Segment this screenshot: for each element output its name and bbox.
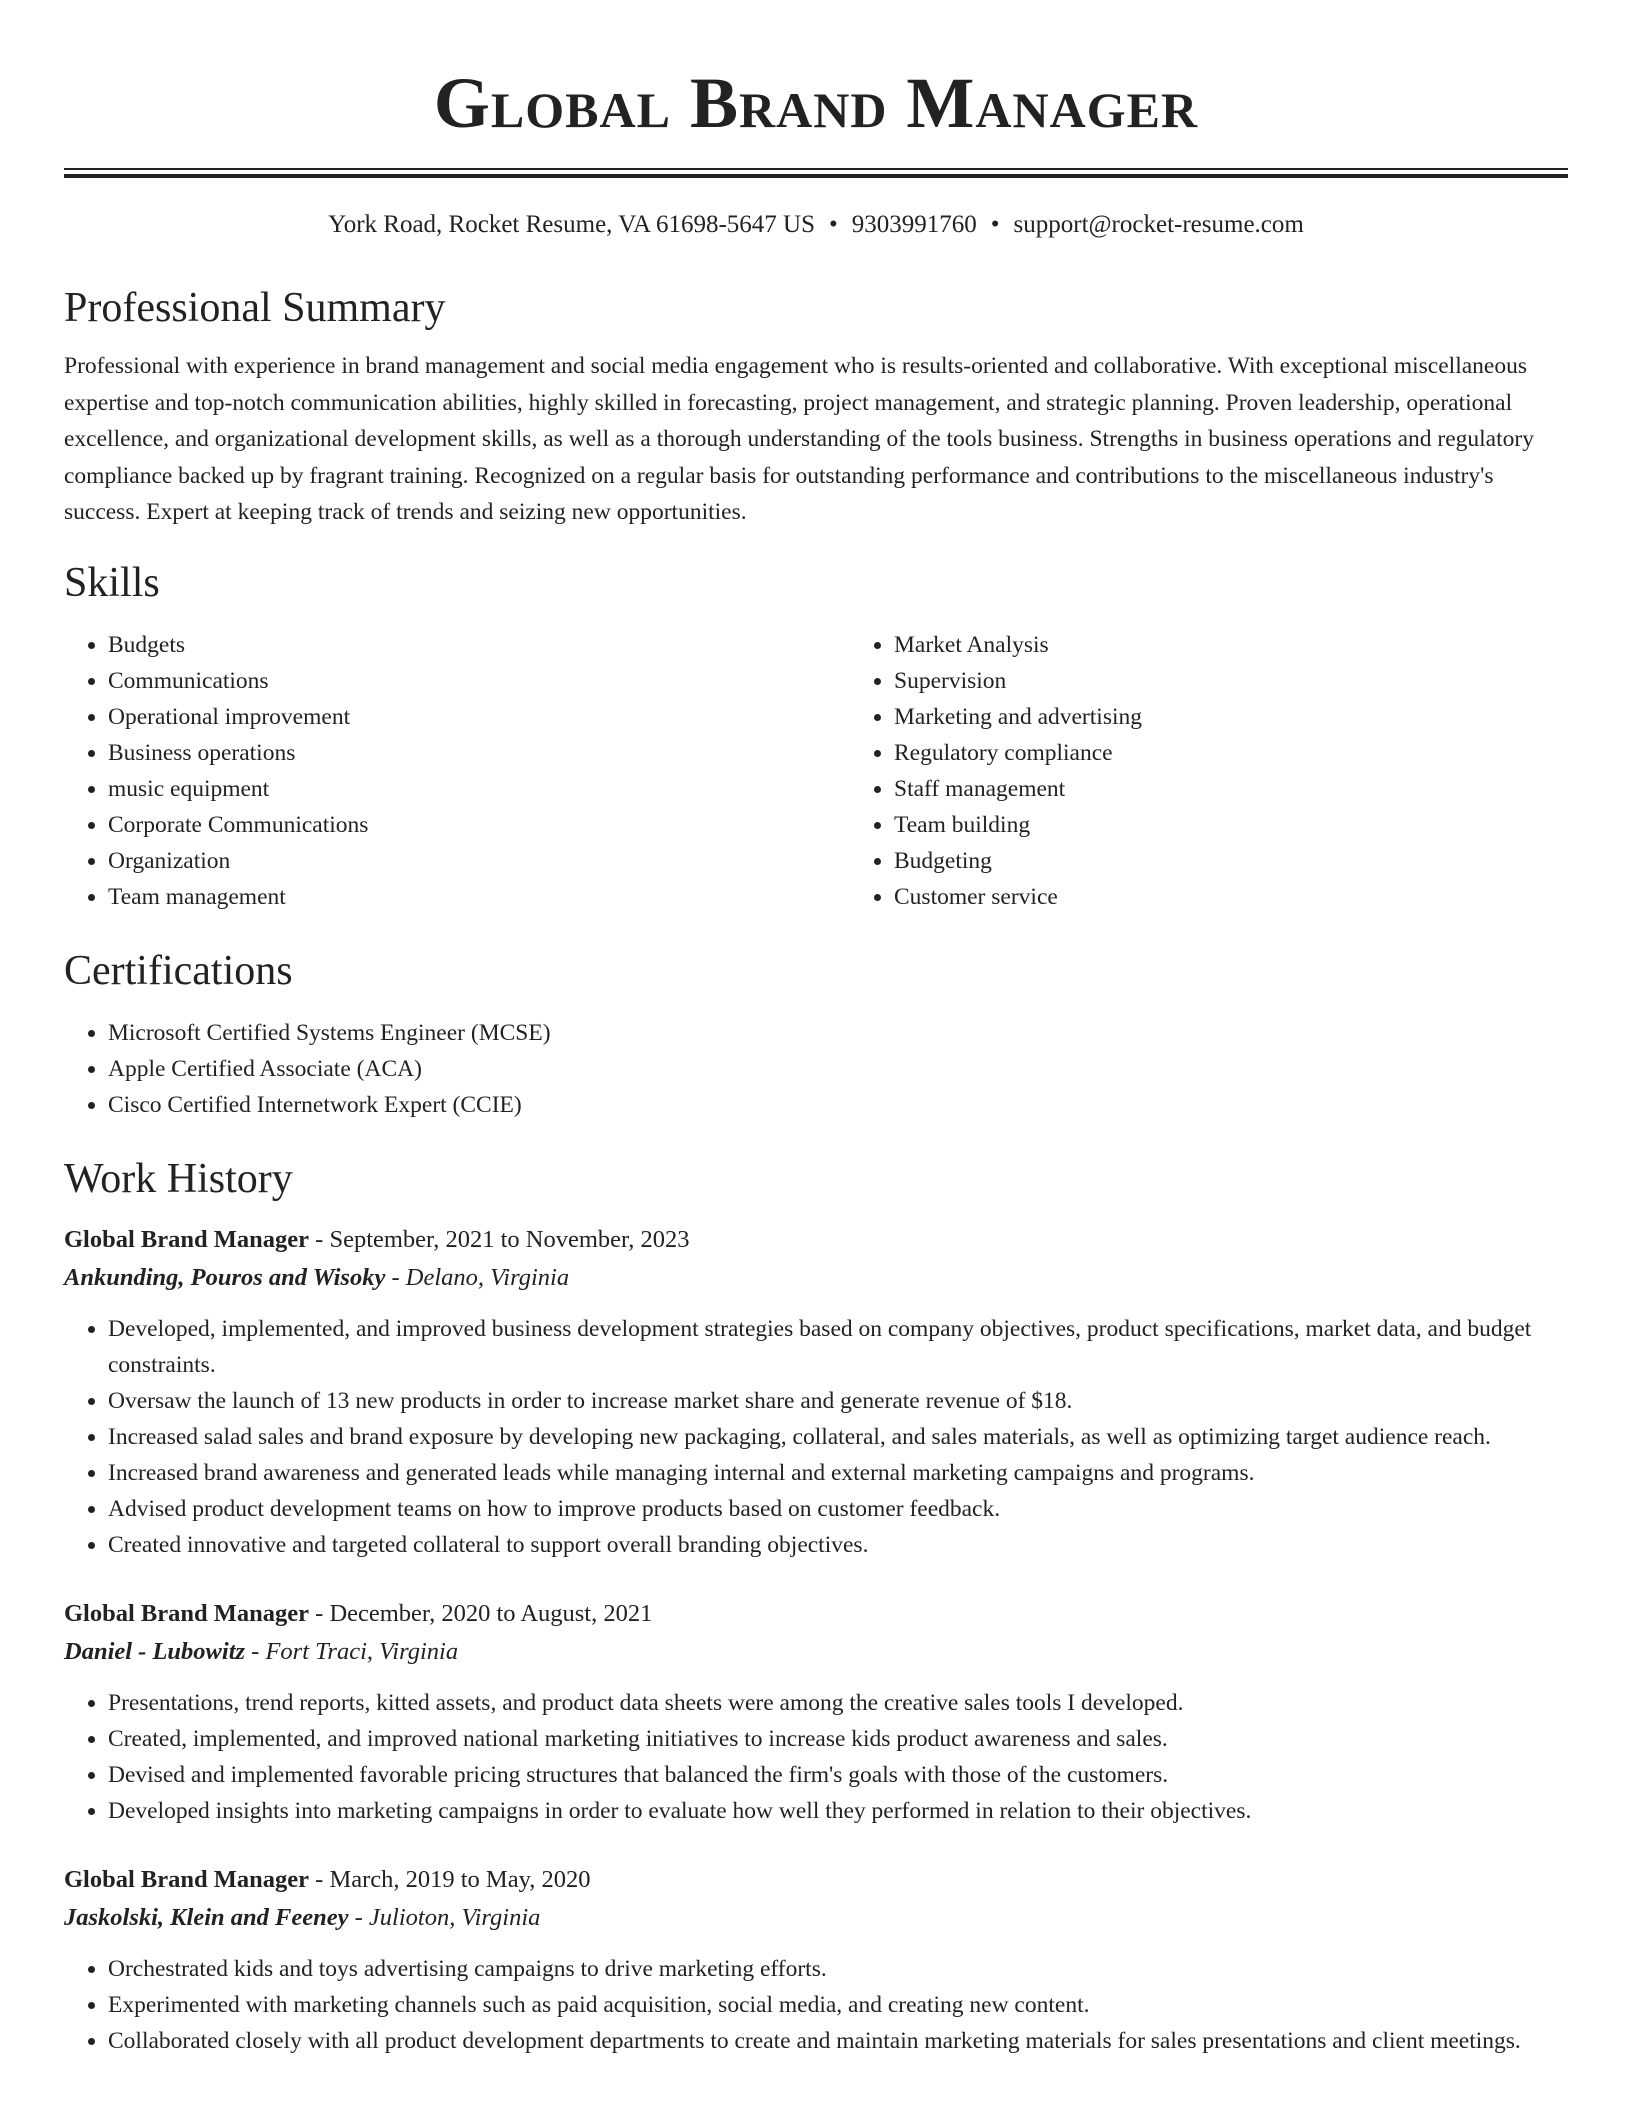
contact-address: York Road, Rocket Resume, VA 61698-5647 US — [328, 211, 815, 238]
job-dates: March, 2019 to May, 2020 — [329, 1865, 591, 1893]
skills-heading: Skills — [64, 559, 160, 606]
job-bullet: • Devised and implemented favorable pricing structures that balanced the firm's goals with those of the customers. — [108, 1757, 1568, 1793]
job-location: Fort Traci, Virginia — [265, 1637, 459, 1665]
certification-item: • Cisco Certified Internetwork Expert (CCIE) — [108, 1087, 1568, 1123]
skill-item: • Customer service — [894, 879, 1632, 915]
resume-page — [64, 0, 1568, 2059]
job-bullet: • Presentations, trend reports, kitted assets, and product data sheets were among the creative sales tools I developed. — [108, 1685, 1568, 1721]
summary-heading: Professional Summary — [64, 285, 446, 331]
skill-item: • Regulatory compliance — [894, 735, 1632, 771]
skill-item: • Staff management — [894, 771, 1632, 807]
job-bullet: • Orchestrated kids and toys advertising campaigns to drive marketing efforts. — [108, 1951, 1568, 1987]
job-bullets — [64, 1951, 1568, 2059]
certifications-list — [64, 1015, 1568, 1123]
resume-name: Global Brand Manager — [433, 63, 1199, 143]
work-history-heading: Work History — [64, 1155, 293, 1202]
skill-item: • Marketing and advertising — [894, 699, 1632, 735]
job-company: Daniel - Lubowitz — [64, 1637, 246, 1665]
job-bullet: • Experimented with marketing channels such as paid acquisition, social media, and creating new content. — [108, 1987, 1568, 2023]
skill-item: • Organization — [108, 843, 850, 879]
job-entry — [64, 1861, 1568, 2059]
contact-email: support@rocket-resume.com — [1013, 211, 1304, 238]
job-bullet: • Created, implemented, and improved national marketing initiatives to increase kids product awareness and sales. — [108, 1721, 1568, 1757]
skill-item: • Operational improvement — [108, 699, 850, 735]
job-bullet: • Developed, implemented, and improved business development strategies based on company objectives, product specifications, market data, and budget constraints. — [108, 1311, 1568, 1383]
job-bullet: • Oversaw the launch of 13 new products in order to increase market share and generate revenue of $18. — [108, 1383, 1568, 1419]
job-bullet: • Collaborated closely with all product development departments to create and maintain marketing materials for sales presentations and client meetings. — [108, 2023, 1568, 2059]
job-bullets — [64, 1685, 1568, 1829]
skill-item: • music equipment — [108, 771, 850, 807]
skill-item: • Corporate Communications — [108, 807, 850, 843]
job-bullet: • Created innovative and targeted collateral to support overall branding objectives. — [108, 1527, 1568, 1563]
job-company: Jaskolski, Klein and Feeney — [64, 1903, 349, 1931]
skill-item: • Market Analysis — [894, 627, 1632, 663]
job-title: Global Brand Manager — [64, 1865, 310, 1893]
job-company: Ankunding, Pouros and Wisoky — [64, 1263, 386, 1291]
certifications-heading: Certifications — [64, 947, 293, 994]
skill-item: • Supervision — [894, 663, 1632, 699]
skill-item: • Team management — [108, 879, 850, 915]
certification-item: • Apple Certified Associate (ACA) — [108, 1051, 1568, 1087]
certification-item: • Microsoft Certified Systems Engineer (MCSE) — [108, 1015, 1568, 1051]
skill-item: • Budgeting — [894, 843, 1632, 879]
job-company-line: Ankunding, Pouros and Wisoky - Delano, Virginia — [64, 1263, 570, 1291]
job-bullets — [64, 1311, 1568, 1563]
job-company-line: Daniel - Lubowitz - Fort Traci, Virginia — [64, 1637, 459, 1665]
job-title: Global Brand Manager — [64, 1225, 310, 1253]
job-title-line: Global Brand Manager - March, 2019 to May, 2020 — [64, 1865, 591, 1893]
job-company-line: Jaskolski, Klein and Feeney - Julioton, Virginia — [64, 1903, 541, 1931]
job-bullet: • Increased salad sales and brand exposure by developing new packaging, collateral, and sales materials, as well as optimizing target audience reach. — [108, 1419, 1568, 1455]
job-location: Delano, Virginia — [405, 1263, 570, 1291]
job-dates: December, 2020 to August, 2021 — [329, 1599, 653, 1627]
skills-list-right — [850, 627, 1632, 915]
header-divider — [64, 168, 1568, 178]
job-entry — [64, 1221, 1568, 1563]
job-dates: September, 2021 to November, 2023 — [329, 1225, 690, 1253]
skills-list-left — [64, 627, 850, 915]
job-bullet: • Advised product development teams on how to improve products based on customer feedback. — [108, 1491, 1568, 1527]
contact-phone: 9303991760 — [851, 211, 977, 238]
job-title-line: Global Brand Manager - December, 2020 to August, 2021 — [64, 1599, 653, 1627]
job-entry — [64, 1595, 1568, 1829]
job-bullet: • Developed insights into marketing campaigns in order to evaluate how well they performed in relation to their objectives. — [108, 1793, 1568, 1829]
summary-text: Professional with experience in brand management and social media engagement who is results-oriented and collaborative. With exceptional miscellaneous expertise and top-notch communication abilities, highly skilled in forecasting, project management, and strategic planning. Proven leadership, operational excellence, and organizational development skills, as well as a thorough understanding of the tools business. Strengths in business operations and regulatory compliance backed up by fragrant training. Recognized on a regular basis for outstanding performance and contributions to the miscellaneous industry's success. Expert at keeping track of trends and seizing new opportunities. — [64, 353, 1534, 525]
contact-separator: • — [990, 211, 1000, 238]
job-location: Julioton, Virginia — [368, 1903, 541, 1931]
job-title-line: Global Brand Manager - September, 2021 to November, 2023 — [64, 1225, 690, 1253]
contact-line — [64, 208, 1568, 242]
skill-item: • Budgets — [108, 627, 850, 663]
job-title: Global Brand Manager — [64, 1599, 310, 1627]
skills-columns — [64, 627, 1568, 915]
job-bullet: • Increased brand awareness and generated leads while managing internal and external marketing campaigns and programs. — [108, 1455, 1568, 1491]
skill-item: • Business operations — [108, 735, 850, 771]
skill-item: • Team building — [894, 807, 1632, 843]
contact-separator: • — [829, 211, 838, 238]
skill-item: • Communications — [108, 663, 850, 699]
